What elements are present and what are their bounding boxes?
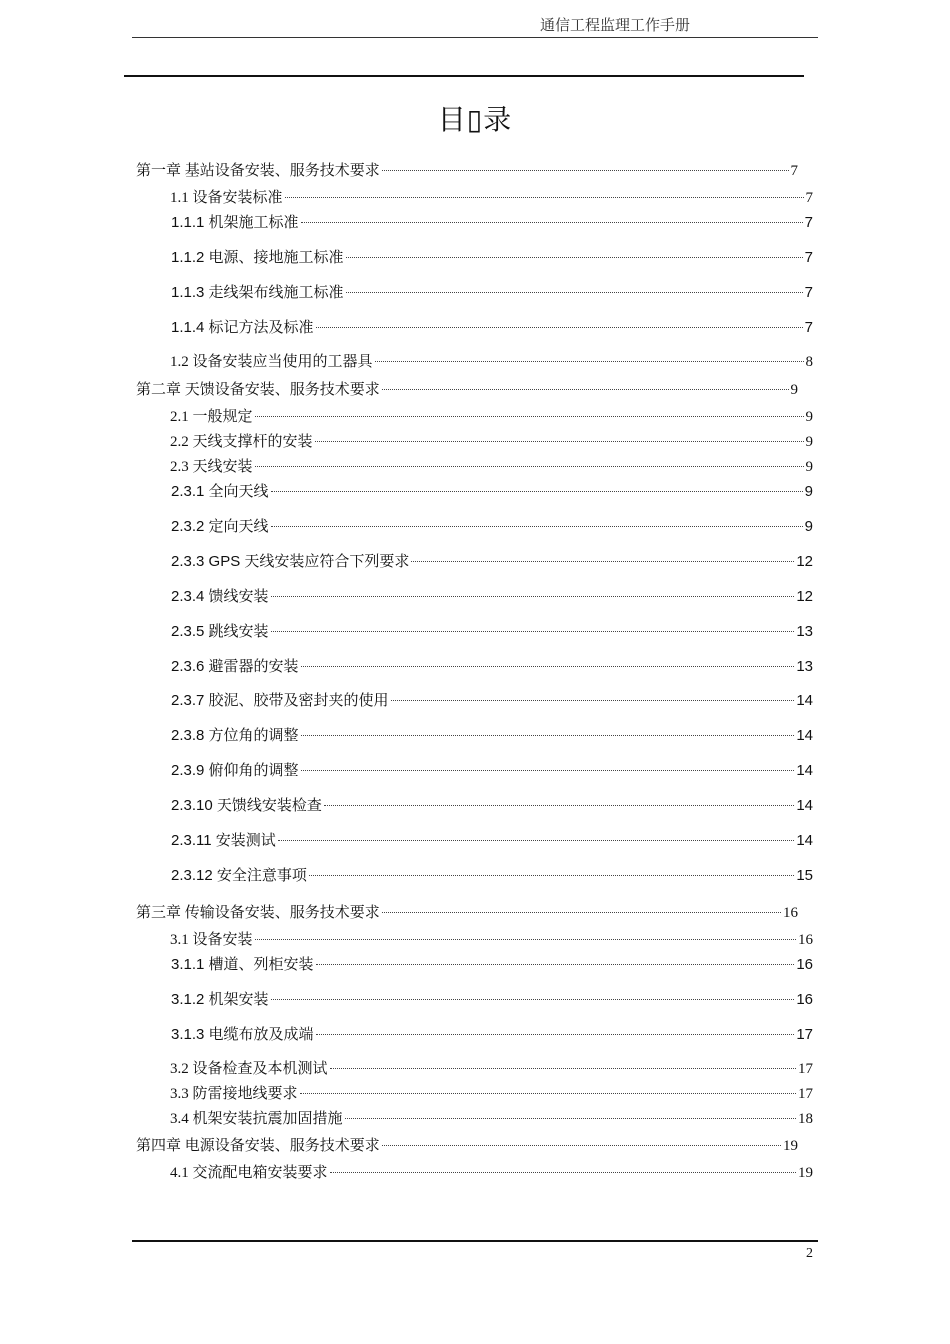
dot-leader [278,840,795,841]
toc-entry-page: 14 [796,692,813,709]
toc-entry[interactable] [171,691,813,711]
toc-entry-label: 2.3.11 安装测试 [171,832,276,849]
dot-leader [301,222,803,223]
toc-entry[interactable] [171,990,813,1010]
dot-leader [301,735,795,736]
toc-entry-label: 3.1.2 机架安装 [171,991,269,1008]
toc-entry-page: 9 [805,434,813,450]
dot-leader [300,1093,796,1094]
dot-leader [315,441,804,442]
dot-leader [316,327,803,328]
toc-title: 目▯录 [437,105,513,136]
toc-entry-label: 2.3.5 跳线安装 [171,623,269,640]
toc-entry-page: 18 [798,1111,813,1127]
dot-leader [309,875,794,876]
toc-entry-page: 7 [804,284,813,301]
toc-entry-label: 第三章 传输设备安装、服务技术要求 [136,905,380,921]
toc-entry-label: 2.1 一般规定 [170,409,253,425]
toc-entry-page: 16 [796,956,813,973]
toc-entry-label: 2.3 天线安装 [170,459,253,475]
dot-leader [330,1068,796,1069]
toc-entry-label: 3.1.1 槽道、列柜安装 [171,956,314,973]
toc-entry[interactable] [170,1084,813,1104]
toc-entry-page: 14 [796,797,813,814]
footer-rule [132,1240,818,1242]
dot-leader [375,361,804,362]
toc-entry-page: 17 [798,1061,813,1077]
toc-entry[interactable] [171,482,813,502]
toc-entry-label: 2.3.8 方位角的调整 [171,727,299,744]
toc-entry[interactable] [171,955,813,975]
toc-entry-label: 3.1 设备安装 [170,932,253,948]
toc-entry-label: 2.3.6 避雷器的安装 [171,658,299,675]
dot-leader [255,466,804,467]
dot-leader [382,170,789,171]
dot-leader [346,257,803,258]
toc-entry-label: 第一章 基站设备安装、服务技术要求 [136,163,380,179]
toc-entry-label: 1.1.4 标记方法及标准 [171,319,314,336]
toc-entry[interactable] [170,1059,813,1079]
dot-leader [324,805,794,806]
dot-leader [271,491,803,492]
dot-leader [255,416,804,417]
toc-entry-page: 16 [783,905,798,921]
toc-entry[interactable] [171,761,813,781]
toc-entry-page: 9 [805,459,813,475]
toc-entry[interactable] [171,726,813,746]
dot-leader [271,631,795,632]
toc-entry[interactable] [171,587,813,607]
toc-entry-label: 1.1.1 机架施工标准 [171,214,299,231]
toc-entry-page: 19 [798,1165,813,1181]
toc-entry[interactable] [171,283,813,303]
toc-entry-label: 1.2 设备安装应当使用的工器具 [170,354,373,370]
dot-leader [346,292,803,293]
toc-entry-page: 14 [796,762,813,779]
toc-entry[interactable] [171,866,813,886]
toc-entry[interactable] [171,657,813,677]
page-number: 2 [806,1246,813,1261]
toc-entry[interactable] [136,1136,798,1156]
toc-entry-page: 7 [805,190,813,206]
toc-entry[interactable] [171,552,813,572]
toc-entry-page: 9 [805,409,813,425]
toc-entry-page: 7 [804,214,813,231]
toc-entry[interactable] [136,161,798,181]
dot-leader [345,1118,796,1119]
toc-entry[interactable] [171,248,813,268]
toc-entry-page: 8 [805,354,813,370]
toc-entry-page: 7 [804,249,813,266]
toc-entry[interactable] [170,432,813,452]
toc-entry[interactable] [170,188,813,208]
toc-entry[interactable] [171,622,813,642]
dot-leader [271,999,795,1000]
toc-entry-page: 16 [798,932,813,948]
dot-leader [271,596,795,597]
toc-entry-page: 9 [790,382,798,398]
toc-entry-page: 17 [798,1086,813,1102]
toc-entry-label: 2.3.12 安全注意事项 [171,867,307,884]
toc-entry-label: 2.3.7 胶泥、胶带及密封夹的使用 [171,692,389,709]
toc-entry[interactable] [171,1025,813,1045]
toc-entry[interactable] [171,831,813,851]
toc-entry-page: 12 [796,553,813,570]
dot-leader [382,1145,781,1146]
running-header-title: 通信工程监理工作手册 [539,18,690,34]
toc-entry-page: 16 [796,991,813,1008]
toc-entry[interactable] [170,407,813,427]
toc-entry-page: 17 [796,1026,813,1043]
toc-entry-label: 2.3.10 天馈线安装检查 [171,797,322,814]
toc-entry[interactable] [170,1163,813,1183]
dot-leader [301,770,795,771]
toc-entry-page: 9 [804,518,813,535]
toc-entry-label: 1.1.3 走线架布线施工标准 [171,284,344,301]
toc-entry[interactable] [171,796,813,816]
toc-entry-page: 9 [804,483,813,500]
dot-leader [271,526,803,527]
toc-entry[interactable] [170,930,813,950]
toc-entry[interactable] [171,517,813,537]
dot-leader [316,964,795,965]
toc-entry-page: 7 [790,163,798,179]
toc-entry-label: 1.1 设备安装标准 [170,190,283,206]
toc-entry-label: 2.3.4 馈线安装 [171,588,269,605]
toc-entry[interactable] [170,457,813,477]
toc-entry-page: 7 [804,319,813,336]
toc-entry-label: 第四章 电源设备安装、服务技术要求 [136,1138,380,1154]
toc-entry-page: 12 [796,588,813,605]
toc-entry-label: 3.3 防雷接地线要求 [170,1086,298,1102]
toc-entry-page: 13 [796,623,813,640]
toc-entry[interactable] [171,318,813,338]
toc-entry-page: 15 [796,867,813,884]
toc-entry-label: 2.2 天线支撑杆的安装 [170,434,313,450]
toc-entry[interactable] [171,213,813,233]
dot-leader [411,561,794,562]
toc-entry-label: 2.3.3 GPS 天线安装应符合下列要求 [171,553,410,570]
toc-entry-label: 3.1.3 电缆布放及成端 [171,1026,314,1043]
toc-entry-page: 19 [783,1138,798,1154]
toc-entry[interactable] [170,352,813,372]
dot-leader [316,1034,795,1035]
toc-entry-page: 14 [796,832,813,849]
dot-leader [255,939,796,940]
toc-entry-label: 3.2 设备检查及本机测试 [170,1061,328,1077]
toc-entry-label: 4.1 交流配电箱安装要求 [170,1165,328,1181]
toc-entry[interactable] [136,380,798,400]
dot-leader [285,197,804,198]
toc-entry-label: 3.4 机架安装抗震加固措施 [170,1111,343,1127]
toc-entry[interactable] [170,1109,813,1129]
dot-leader [301,666,795,667]
dot-leader [391,700,795,701]
dot-leader [382,912,781,913]
toc-entry[interactable] [136,903,798,923]
dot-leader [330,1172,796,1173]
toc-entry-label: 2.3.9 俯仰角的调整 [171,762,299,779]
toc-entry-page: 13 [796,658,813,675]
toc-entry-label: 2.3.2 定向天线 [171,518,269,535]
toc-entry-label: 2.3.1 全向天线 [171,483,269,500]
dot-leader [382,389,789,390]
toc-entry-page: 14 [796,727,813,744]
toc-entry-label: 第二章 天馈设备安装、服务技术要求 [136,382,380,398]
toc-entry-label: 1.1.2 电源、接地施工标准 [171,249,344,266]
